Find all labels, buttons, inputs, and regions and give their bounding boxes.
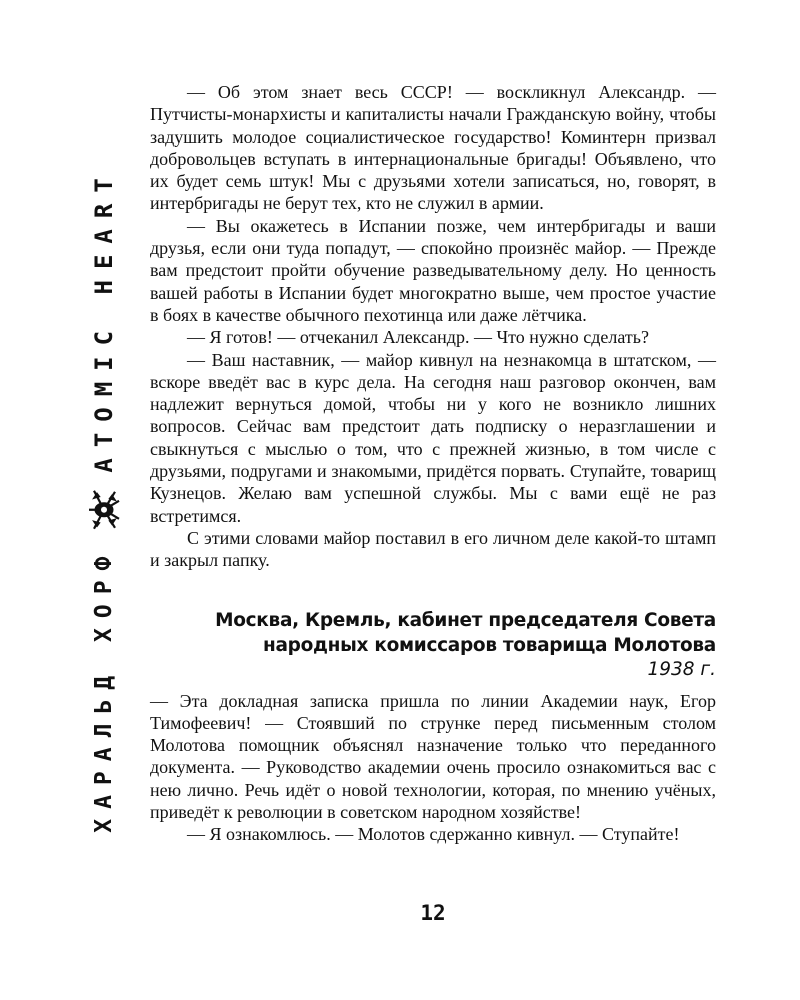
text-column [150,81,716,846]
body-paragraph: — Об этом знает весь СССР! — воскликнул Александр. — Путчисты-монархисты и капиталисты начали Гражданскую войну, чтобы задушить молодое социалистическое государство! Коминтерн призвал добровольцев вступать в интернациональные бригады! Объявлено, что их будет семь штук! Мы с друзьями хотели записаться, но, говорят, в интербригады не берут тех, кто не служил в армии. [150,82,716,214]
running-header-author: ХАРАЛЬД ХОРФ [91,546,117,833]
body-paragraph: С этими словами майор поставил в его личном деле какой-то штамп и закрыл папку. [150,527,716,571]
body-paragraph: — Я готов! — отчеканил Александр. — Что нужно сделать? [187,327,649,348]
section-heading [150,608,716,658]
section-paragraph: — Я ознакомлюсь. — Молотов сдержанно кивнул. — Ступайте! [187,824,680,845]
body-paragraph: — Ваш наставник, — майор кивнул на незнакомца в штатском, — вскоре введёт вас в курс дела. На сегодня наш разговор окончен, вам надлежит вернуться домой, чтобы ни у кого не возникло лишних вопросов. Сейчас вам предстоит дать подписку о неразглашении и свыкнуться с мыслью о том, что с прежней жизнью, в том числе с друзьями, подругами и знакомыми, придётся порвать. Ступайте, товарищ Кузнецов. Желаю вам успешной службы. Мы с вами ещё не раз встретимся. [150,349,716,526]
atomic-heart-logo-icon [88,489,120,531]
page-number: 12 [420,901,446,925]
section-year: 1938 г. [647,658,716,680]
section-heading-line: народных комиссаров товарища Молотова [262,634,716,656]
body-paragraph: — Вы окажетесь в Испании позже, чем интербригады и ваши друзья, если они туда попадут, — спокойно произнёс майор. — Прежде вам предстоит пройти обучение разведывательному делу. Но ценность вашей работы в Испании будет многократно выше, чем простое участие в боях в качестве обычного пехотинца или даже лётчика. [150,215,716,325]
running-header-title: ATOMIC HEART [90,167,118,473]
section-heading-line: Москва, Кремль, кабинет председателя Совета [215,609,716,631]
section-paragraph: — Эта докладная записка пришла по линии Академии наук, Егор Тимофеевич! — Стоявший по струнке перед письменным столом Молотова помощник объяснял назначение только что переданного документа. — Руководство академии очень просило ознакомиться вас с нею лично. Речь идёт о новой технологии, которая, по мнению учёных, приведёт к революции в советском народном хозяйстве! [150,690,716,823]
